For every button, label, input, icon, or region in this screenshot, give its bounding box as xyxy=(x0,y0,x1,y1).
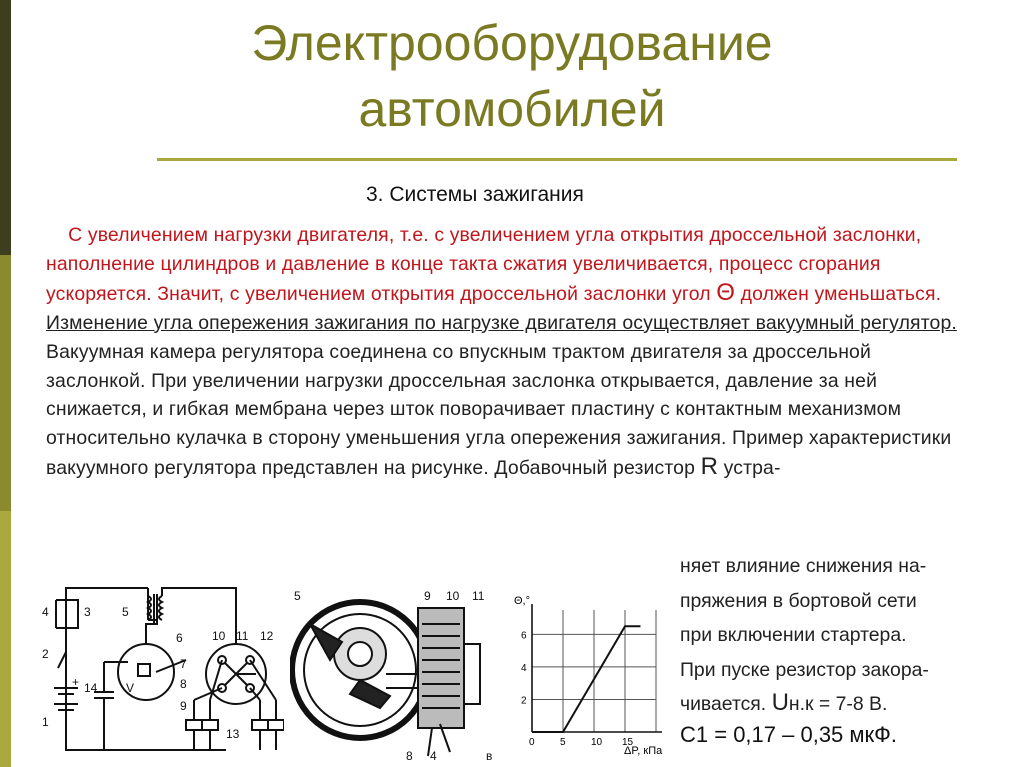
chart-y-tick-label: 6 xyxy=(521,630,527,642)
side-line-5-post: н.к = 7-8 В. xyxy=(788,693,888,715)
circuit-label-4: 4 xyxy=(42,605,49,619)
decor-bar-segment-mid xyxy=(0,255,11,511)
chart-series-line-0 xyxy=(532,626,641,732)
chart-x-tick-label: 0 xyxy=(529,737,535,748)
resistor-symbol: R xyxy=(700,453,719,481)
capacitance-formula: С1 = 0,17 – 0,35 мкФ. xyxy=(680,722,897,747)
regulator-label-5: 5 xyxy=(294,589,301,603)
circuit-label-10: 10 xyxy=(212,629,226,643)
decor-bar-segment-light xyxy=(0,511,11,767)
body-paragraph xyxy=(46,221,976,483)
vacuum-regulator-drawing xyxy=(290,584,510,762)
circuit-label-1: 1 xyxy=(42,715,49,729)
side-line-2: пряжения в бортовой сети xyxy=(680,589,917,612)
slide-title-line-2: автомобилей xyxy=(358,81,666,137)
regulator-label-11: 11 xyxy=(472,589,485,603)
circuit-label-14: 14 xyxy=(84,681,98,695)
paragraph-red-text-1: С увеличением нагрузки двигателя, т.е. с увеличением угла открытия дроссельной заслонки, наполнение цилиндров и давление в конце такта сжатия увеличивается, процесс сгорания ускоряется. Значит, с увеличением открытия дроссельной заслонки угол xyxy=(46,224,922,305)
chart-x-axis-label: ΔP, кПа xyxy=(624,745,663,757)
chart-y-axis-label: Θ,° xyxy=(514,595,531,607)
side-line-5-pre: чивается. xyxy=(680,693,772,715)
slide-title-line-1: Электрооборудование xyxy=(251,15,773,71)
paragraph-tail-text: устра- xyxy=(718,457,781,480)
side-line-5 xyxy=(680,687,1010,722)
regulator-label-8: 8 xyxy=(406,749,413,762)
chart-grid xyxy=(532,610,656,732)
circuit-label-8: 8 xyxy=(180,677,187,691)
circuit-label-13: 13 xyxy=(226,727,240,741)
circuit-label-12: 12 xyxy=(260,629,274,643)
circuit-label-7: 7 xyxy=(180,657,187,671)
chart-x-tick-label: 10 xyxy=(591,737,603,748)
vacuum-characteristic-chart xyxy=(510,592,668,762)
section-subtitle: 3. Системы зажигания xyxy=(366,183,584,206)
circuit-label-11: 11 xyxy=(236,629,249,643)
regulator-label-b: в xyxy=(486,749,493,762)
circuit-label-9: 9 xyxy=(180,699,187,713)
circuit-label-6: 6 xyxy=(176,631,183,645)
regulator-label-10: 10 xyxy=(446,589,460,603)
side-line-4: При пуске резистор закора- xyxy=(680,658,929,681)
circuit-label-v: V xyxy=(126,681,135,695)
chart-series xyxy=(532,626,641,732)
title-divider xyxy=(157,158,957,161)
paragraph-underlined-text: Изменение угла опережения зажигания по нагрузке двигателя осуществляет вакуумный регулятор. xyxy=(46,311,957,334)
side-line-3: при включении стартера. xyxy=(680,624,907,646)
side-paragraph xyxy=(680,549,1010,722)
theta-symbol: Θ xyxy=(716,278,736,306)
voltage-symbol: U xyxy=(771,689,789,716)
circuit-label-2: 2 xyxy=(42,647,49,661)
side-line-1: няет влияние снижения на- xyxy=(680,555,927,577)
regulator-label-9: 9 xyxy=(424,589,431,603)
regulator-label-4: 4 xyxy=(430,749,437,762)
chart-y-tick-label: 2 xyxy=(521,695,527,707)
chart-axes xyxy=(532,604,662,732)
chart-y-tick-label: 4 xyxy=(521,662,527,674)
paragraph-normal-text: Вакуумная камера регулятора соединена со впускным трактом двигателя за дроссельной заслонкой. При увеличении нагрузки дроссельная заслонка открывается, давление за ней снижается, и гибкая мембрана через шток поворачивает пластину с контактным механизмом относительно кулачка в сторону уменьшения угла опережения зажигания. Пример характеристики вакуумного регулятора представлен на рисунке. Добавочный резистор xyxy=(46,340,952,480)
paragraph-red-text-2: должен уменьшаться. xyxy=(735,282,942,305)
ignition-circuit-diagram xyxy=(36,580,284,762)
circuit-label-3: 3 xyxy=(84,605,91,619)
circuit-label-5: 5 xyxy=(122,605,129,619)
chart-tick-labels xyxy=(521,630,634,748)
circuit-label-plus: + xyxy=(72,675,80,689)
slide-title xyxy=(0,10,1024,142)
chart-x-tick-label: 5 xyxy=(560,737,566,748)
chart-x-tick-label: 15 xyxy=(622,737,634,748)
